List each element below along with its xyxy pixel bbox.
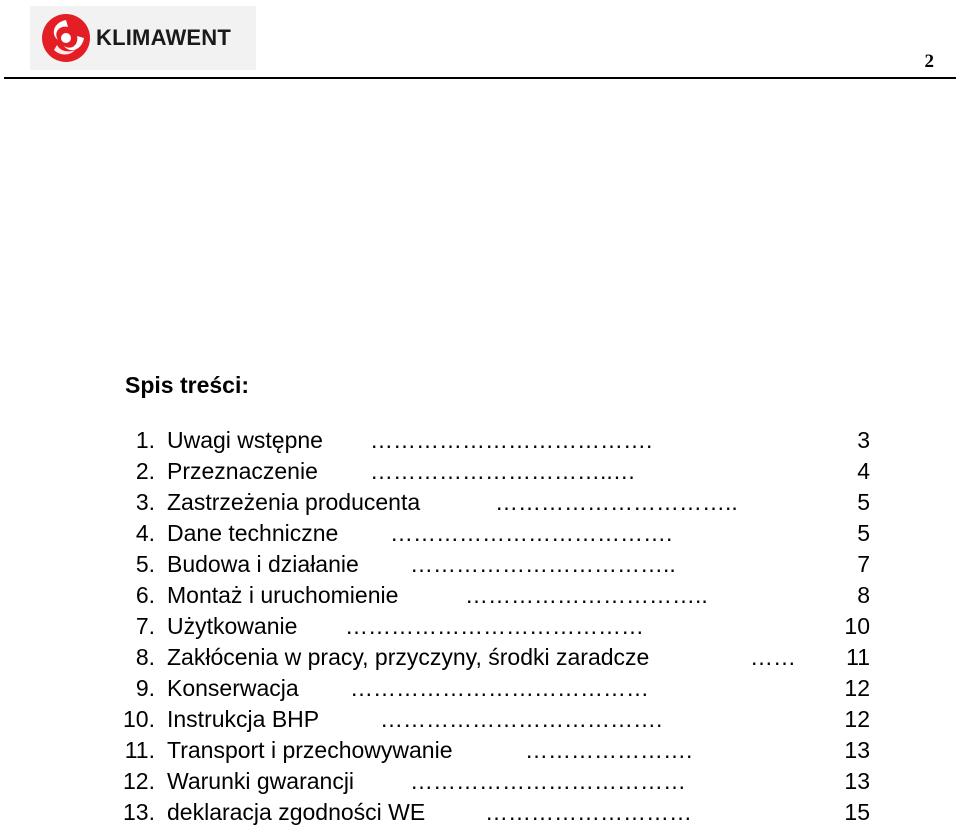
- table-of-contents: [100, 425, 900, 828]
- toc-item-label: Konserwacja: [167, 675, 299, 701]
- logo-text: KLIMAWENT: [96, 25, 232, 50]
- toc-item-label: Warunki gwarancji: [167, 768, 355, 794]
- toc-item-number: 5.: [135, 551, 155, 577]
- toc-row: [100, 797, 900, 828]
- toc-item-leader-dots: …………………………..: [465, 582, 708, 608]
- toc-item-leader-dots: ……………………………….: [370, 427, 653, 453]
- toc-row: [100, 487, 900, 518]
- toc-item-leader-dots: …………………………………: [345, 613, 644, 639]
- toc-item-number: 2.: [135, 458, 155, 484]
- toc-item-number: 12.: [123, 768, 155, 794]
- toc-item-number: 9.: [135, 675, 155, 701]
- toc-item-page: 11: [846, 644, 870, 670]
- toc-row: [100, 642, 900, 673]
- toc-item-leader-dots: …………………………..…: [370, 458, 636, 484]
- page-header: [0, 0, 960, 80]
- toc-row: [100, 518, 900, 549]
- toc-item-page: 3: [857, 427, 870, 453]
- toc-item-page: 15: [844, 799, 870, 825]
- toc-item-page: 13: [844, 737, 870, 763]
- page-number: 2: [924, 51, 934, 72]
- toc-item-number: 1.: [135, 427, 155, 453]
- toc-item-leader-dots: ……………………………….: [380, 706, 663, 732]
- toc-item-label: deklaracja zgodności WE: [167, 799, 426, 825]
- toc-item-label: Zakłócenia w pracy, przyczyny, środki zaradcze: [167, 644, 650, 670]
- toc-row: [100, 704, 900, 735]
- toc-item-label: Uwagi wstępne: [167, 427, 323, 453]
- toc-item-leader-dots: ……: [750, 644, 796, 670]
- toc-item-label: Instrukcja BHP: [167, 706, 320, 732]
- toc-title: Spis treści:: [125, 372, 249, 398]
- toc-item-number: 6.: [135, 582, 155, 608]
- toc-item-page: 5: [857, 520, 870, 546]
- toc-item-page: 8: [857, 582, 870, 608]
- toc-item-number: 10.: [123, 706, 155, 732]
- toc-item-page: 13: [844, 768, 870, 794]
- toc-row: [100, 735, 900, 766]
- header-divider: [4, 77, 956, 79]
- toc-item-leader-dots: ………………………: [485, 799, 692, 825]
- toc-item-number: 4.: [135, 520, 155, 546]
- toc-item-leader-dots: …………………………………: [350, 675, 649, 701]
- toc-item-number: 7.: [135, 613, 155, 639]
- toc-item-number: 11.: [124, 737, 155, 763]
- toc-item-leader-dots: ……………………………….: [390, 520, 673, 546]
- toc-row: [100, 456, 900, 487]
- toc-item-page: 7: [857, 551, 870, 577]
- toc-item-page: 12: [844, 706, 870, 732]
- toc-row: [100, 549, 900, 580]
- toc-row: [100, 580, 900, 611]
- toc-item-page: 12: [844, 675, 870, 701]
- toc-item-label: Montaż i uruchomienie: [167, 582, 399, 608]
- toc-item-page: 5: [857, 489, 870, 515]
- toc-item-number: 13.: [123, 799, 155, 825]
- toc-item-leader-dots: …………………………..: [495, 489, 738, 515]
- toc-item-number: 8.: [135, 644, 155, 670]
- toc-item-leader-dots: ………………….: [525, 737, 693, 763]
- toc-item-page: 4: [857, 458, 870, 484]
- toc-row: [100, 673, 900, 704]
- toc-item-leader-dots: ………………………………: [410, 768, 686, 794]
- company-logo: [30, 6, 256, 70]
- klimawent-swirl-icon: [40, 12, 92, 64]
- toc-item-label: Dane techniczne: [167, 520, 339, 546]
- toc-row: [100, 425, 900, 456]
- toc-item-label: Transport i przechowywanie: [167, 737, 453, 763]
- toc-item-label: Budowa i działanie: [167, 551, 359, 577]
- toc-item-leader-dots: ……………………………..: [410, 551, 676, 577]
- toc-item-number: 3.: [135, 489, 155, 515]
- toc-row: [100, 766, 900, 797]
- toc-row: [100, 611, 900, 642]
- toc-item-label: Użytkowanie: [167, 613, 298, 639]
- toc-item-label: Zastrzeżenia producenta: [167, 489, 421, 515]
- toc-item-label: Przeznaczenie: [167, 458, 318, 484]
- toc-item-page: 10: [844, 613, 870, 639]
